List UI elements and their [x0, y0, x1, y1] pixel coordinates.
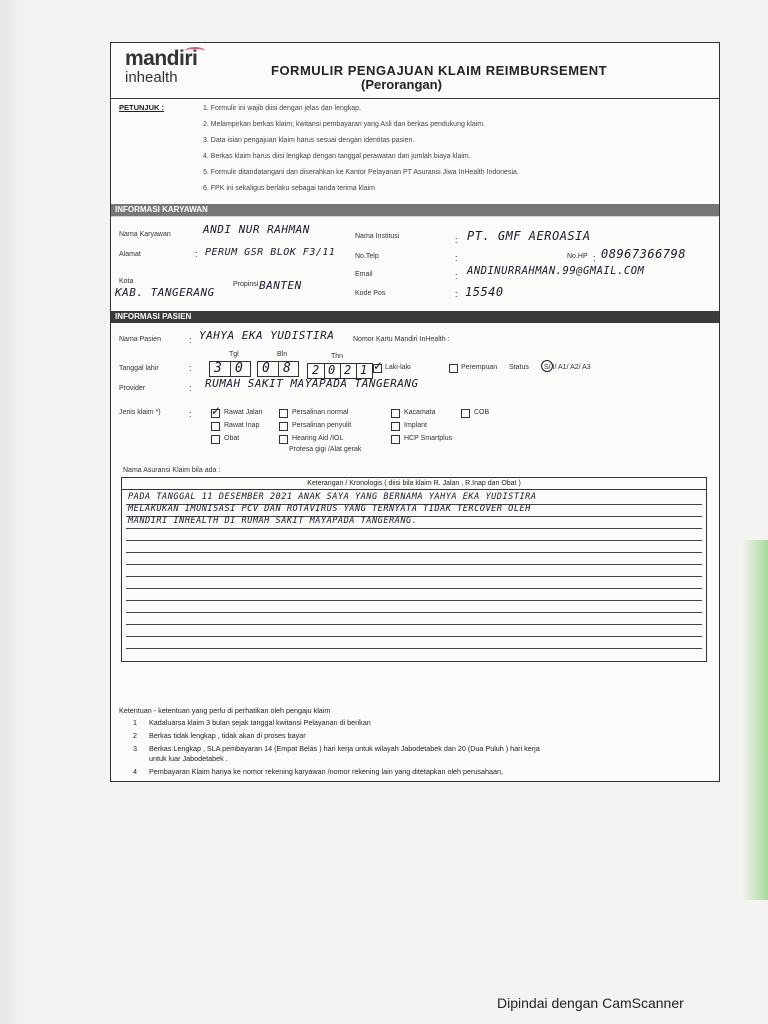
jenis-klaim-label: Jenis klaim *) [119, 409, 161, 416]
kronologis-box[interactable] [121, 477, 707, 662]
alamat-label: Alamat [119, 251, 141, 258]
tgl-head: Tgl [229, 351, 239, 358]
kacamata-checkbox[interactable] [391, 409, 400, 418]
petunjuk-label: PETUNJUK : [119, 103, 165, 112]
alamat-value[interactable]: PERUM GSR BLOK F3/11 [205, 247, 336, 258]
ruled-line [126, 552, 702, 553]
jenis-option: Hearing Aid /IOL [292, 435, 344, 442]
email-value[interactable]: ANDINURRAHMAN.99@GMAIL.COM [467, 265, 645, 277]
persalinan-normal-checkbox[interactable] [279, 409, 288, 418]
divider [111, 98, 719, 99]
ketentuan-number: 2 [133, 731, 137, 740]
hp-value[interactable]: 08967366798 [601, 247, 686, 261]
form-subtitle: (Perorangan) [361, 77, 442, 92]
perempuan-checkbox[interactable] [449, 364, 458, 373]
rawat-inap-checkbox[interactable] [211, 422, 220, 431]
laki-laki-checkbox[interactable]: ✓ [373, 359, 384, 373]
bln-box[interactable] [257, 361, 299, 377]
petunjuk-item: 4. Berkas klaim harus diisi lengkap dengan tanggal perawatan dan jumlah biaya klaim. [203, 153, 471, 160]
institusi-label: Nama Institusi [355, 233, 400, 240]
provider-label: Provider [119, 385, 146, 392]
status-label: Status [509, 364, 529, 371]
hcp-smartplus-checkbox[interactable] [391, 435, 400, 444]
kronologis-text-line: MANDIRI INHEALTH DI RUMAH SAKIT MAYAPADA TANGERANG. [128, 516, 418, 526]
logo-swoosh-icon [185, 47, 205, 55]
ketentuan-item: untuk luar Jabodetabek . [149, 754, 228, 763]
bln-digit: 0 [262, 361, 271, 376]
kronologis-text-line: PADA TANGGAL 11 DESEMBER 2021 ANAK SAYA YANG BERNAMA YAHYA EKA YUDISTIRA [128, 492, 537, 502]
nama-karyawan-label: Nama Karyawan [119, 231, 171, 238]
nama-pasien-label: Nama Pasien [119, 336, 162, 343]
status-options: S/ I/ A1/ A2/ A3 [544, 364, 591, 371]
telp-label: No.Telp [355, 253, 379, 260]
kota-label: Kota [119, 278, 134, 285]
jenis-option: Persalinan normal [292, 409, 349, 416]
ketentuan-item: Pembayaran Klaim hanya ke nomor rekening karyawan /nomor rekening lain yang ditetapkan oleh perusahaan, [149, 767, 503, 776]
petunjuk-item: 5. Formulir ditandatangani dan diserahkan ke Kantor Pelayanan PT Asuransi Jiwa InHealth Indonesia. [203, 169, 519, 176]
bln-digit: 8 [283, 361, 292, 376]
scan-edge-tint [742, 540, 768, 900]
nama-pasien-value[interactable]: YAHYA EKA YUDISTIRA [199, 329, 335, 342]
kodepos-label: Kode Pos [355, 290, 386, 297]
ruled-line [126, 624, 702, 625]
thn-digit: 2 [312, 363, 320, 377]
ketentuan-number: 3 [133, 744, 137, 753]
ketentuan-item: Kadaluarsa klaim 3 bulan sejak tanggal kwitansi Pelayanan di berikan [149, 718, 371, 727]
ruled-line [126, 648, 702, 649]
kronologis-text-line: MELAKUKAN IMUNISASI PCV DAN ROTAVIRUS YANG TERNYATA TIDAK TERCOVER OLEH [128, 504, 531, 514]
bln-head: Bln [277, 351, 288, 358]
institusi-value[interactable]: PT. GMF AEROASIA [467, 229, 591, 243]
tanggal-lahir-label: Tanggal lahir [119, 365, 159, 372]
asuransi-label: Nama Asuransi Klaim bila ada : [123, 467, 221, 474]
propinsi-value[interactable]: BANTEN [259, 279, 302, 292]
jenis-option: Implant [404, 422, 427, 429]
laki-laki-label: Laki-laki [385, 364, 411, 371]
hearing-aid-checkbox[interactable] [279, 435, 288, 444]
ruled-line [126, 564, 702, 565]
ruled-line [126, 588, 702, 589]
kodepos-value[interactable]: 15540 [465, 285, 504, 299]
kartu-label: Nomor Kartu Mandiri InHealth : [353, 336, 450, 343]
obat-checkbox[interactable] [211, 435, 220, 444]
propinsi-label: Propinsi [233, 281, 259, 288]
jenis-option: Persalinan penyulit [292, 422, 352, 429]
persalinan-penyulit-checkbox[interactable] [279, 422, 288, 431]
petunjuk-item: 2. Melampirkan berkas klaim; kwitansi pembayaran yang Asli dan berkas pendukung klaim. [203, 121, 486, 128]
email-label: Email [355, 271, 373, 278]
ketentuan-label: Ketentuan - ketentuan yang perlu di perhatikan oleh pengaju klaim [119, 706, 331, 715]
ruled-line [126, 528, 702, 529]
pasien-section-header: INFORMASI PASIEN [111, 311, 719, 323]
ketentuan-number: 4 [133, 767, 137, 776]
form-title: FORMULIR PENGAJUAN KLAIM REIMBURSEMENT [271, 63, 608, 78]
claim-form: mandiri inhealth FORMULIR PENGAJUAN KLAIM REIMBURSEMENT (Perorangan) PETUNJUK : 1. Formulir ini wajib diisi dengan jelas dan lengkap. 2. Melampirkan berkas klaim; kwitansi pembayaran yang Asli dan berkas pendukung klaim. 3. Data isian pengajuan klaim harus sesuai dengan identitas pasien. 4. Berkas klaim harus diisi lengkap dengan tanggal perawatan dan jumlah biaya klaim. 5. Formulir ditandatangani dan diserahkan ke Kantor Pelayanan PT Asuransi Jiwa InHealth Indonesia. 6. FPK ini sekaligus berlaku sebagai tanda terima klaim INFORMASI KARYAWAN Nama Karyawan ANDI NUR RAHMAN Alamat : PERUM GSR BLOK F3/11 Kota KAB. TANGERANG Propinsi BANTEN Nama Institusi : PT. GMF AEROASIA No.Telp : No.HP : 08967366798 Email : ANDINURRAHMAN.99@GMAIL.COM Kode Pos : 15540 INFORMASI PASIEN Nama Pasien : YAHYA EKA YUDISTIRA Nomor Kartu Mandiri InHealth : Tgl Bln Thn Tanggal lahir : 3 0 0 8 2 0 2 1 ✓ Laki-laki Perempuan Status S/ I/ A1/ A2/ A3 Provider : RUMAH SAKIT MAYAPADA TANGERANG Jenis klaim *) : ✓ Rawat Jalan Rawat Inap Obat Persalinan normal Persalinan penyulit Hearing Aid /IOL Protesa gigi /Alat gerak Kacamata Implant HCP Smartplus COB Nama Asuransi Klaim bila ada : Keterangan / Kronologis ( diisi bila klaim R. Jalan , R.Inap dan Obat ) PADA TANGGAL 11 DESEMBER 2021 ANAK SAYA YANG BERNAMA YAHYA EKA YUDISTIRA MELAKUKAN IMUNISASI PCV DAN ROTAVIRUS YANG TERNYATA TIDAK TERCOVER OLEH MANDIRI INHEALTH DI RUMAH SAKIT MAYAPADA TANGERANG. Ketentuan - ketentuan yang perlu di perhatikan oleh pengaju klaim 1 Kadaluarsa klaim 3 bulan sejak tanggal kwitansi Pelayanan di berikan 2 Berkas tidak lengkap , tidak akan di proses bayar 3 Berkas Lengkap , SLA pembayaran 14 (Empat Belas ) hari kerja untuk wilayah Jabodetabek dan 20 (Dua Puluh ) hari kerja untuk luar Jabodetabek . 4 Pembayaran Klaim hanya ke nomor rekening karyawan /nomor rekening lain yang ditetapkan oleh perusahaan, [110, 42, 720, 782]
thn-digit: 1 [360, 363, 368, 377]
petunjuk-item: 3. Data isian pengajuan klaim harus sesuai dengan identitas pasien. [203, 137, 415, 144]
thn-digit: 2 [344, 363, 352, 377]
jenis-option: Kacamata [404, 409, 436, 416]
ruled-line [126, 636, 702, 637]
tgl-digit: 0 [235, 361, 244, 376]
logo-line2: inhealth [125, 69, 178, 86]
protesa-label: Protesa gigi /Alat gerak [289, 446, 362, 453]
ketentuan-number: 1 [133, 718, 137, 727]
ruled-line [126, 612, 702, 613]
nama-karyawan-value[interactable]: ANDI NUR RAHMAN [203, 223, 310, 236]
karyawan-section-header: INFORMASI KARYAWAN [111, 204, 719, 216]
jenis-option: Obat [224, 435, 240, 442]
jenis-option: Rawat Jalan [224, 409, 263, 416]
hp-label: No.HP [567, 253, 588, 260]
perempuan-label: Perempuan [461, 364, 498, 371]
petunjuk-item: 1. Formulir ini wajib diisi dengan jelas dan lengkap. [203, 105, 361, 112]
tgl-digit: 3 [214, 361, 223, 376]
ketentuan-item: Berkas tidak lengkap , tidak akan di proses bayar [149, 731, 306, 740]
scan-shadow [0, 0, 30, 1024]
ruled-line [126, 576, 702, 577]
cob-checkbox[interactable] [461, 409, 470, 418]
kronologis-header: Keterangan / Kronologis ( diisi bila klaim R. Jalan , R.Inap dan Obat ) [122, 478, 706, 490]
petunjuk-item: 6. FPK ini sekaligus berlaku sebagai tanda terima klaim [203, 185, 375, 192]
jenis-option: HCP Smartplus [404, 435, 453, 442]
kota-value[interactable]: KAB. TANGERANG [115, 286, 215, 299]
jenis-option: Rawat Inap [224, 422, 260, 429]
implant-checkbox[interactable] [391, 422, 400, 431]
camscanner-footer: Dipindai dengan CamScanner [497, 995, 684, 1011]
ruled-line [126, 600, 702, 601]
jenis-option: COB [474, 409, 490, 416]
tgl-box[interactable] [209, 361, 251, 377]
thn-digit: 0 [328, 363, 336, 377]
ruled-line [126, 540, 702, 541]
rawat-jalan-checkbox[interactable]: ✓ [211, 404, 222, 418]
thn-head: Thn [331, 353, 344, 360]
ketentuan-item: Berkas Lengkap , SLA pembayaran 14 (Empat Belas ) hari kerja untuk wilayah Jabodetabek dan 20 (Dua Puluh ) hari kerja [149, 744, 540, 753]
provider-value[interactable]: RUMAH SAKIT MAYAPADA TANGERANG [205, 377, 419, 390]
logo-line1: mandiri [125, 47, 198, 70]
